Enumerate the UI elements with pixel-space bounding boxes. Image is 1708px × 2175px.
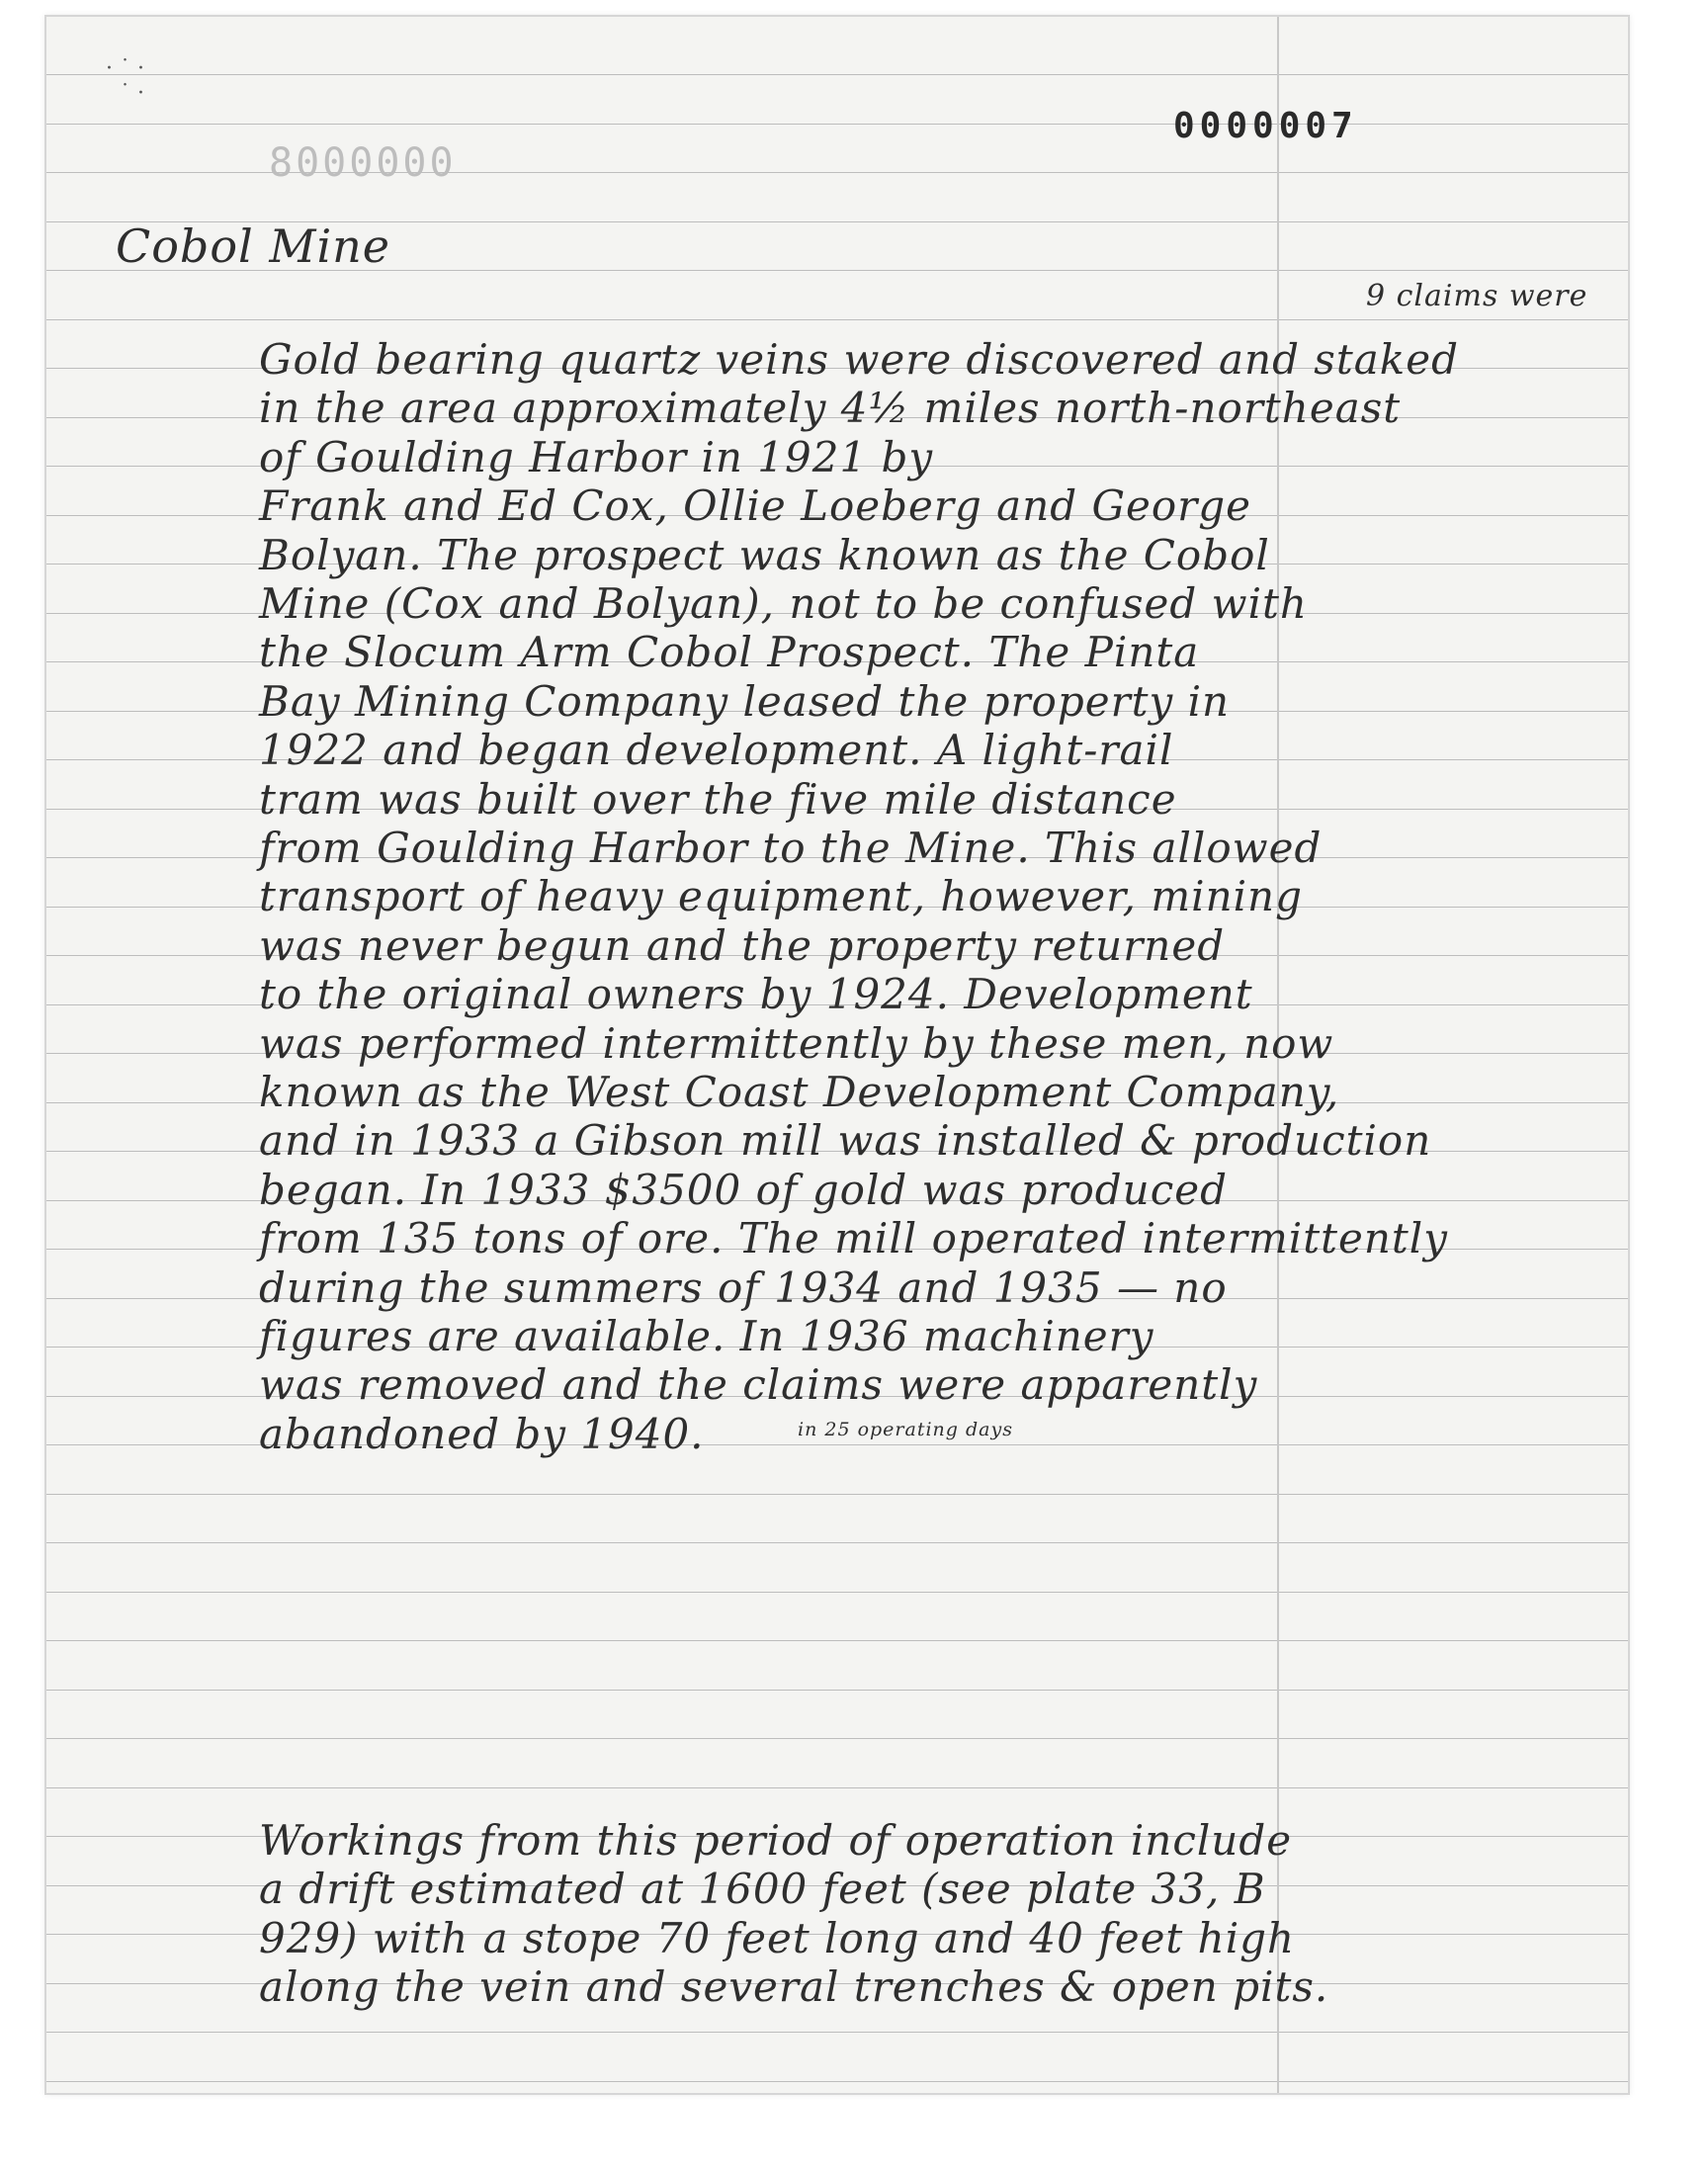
inserted-text: 9 claims were	[1366, 279, 1588, 313]
ruled-line	[46, 1592, 1628, 1593]
ruled-line	[46, 124, 1628, 125]
ruled-line	[46, 2032, 1628, 2033]
handwritten-line: of Goulding Harbor in 1921 by	[259, 432, 934, 481]
handwritten-line: 1922 and began development. A light-rail	[259, 726, 1174, 775]
ruled-line	[46, 1494, 1628, 1495]
handwritten-line: Bolyan. The prospect was known as the Cobol	[259, 530, 1270, 579]
handwritten-line: Workings from this period of operation include	[259, 1816, 1293, 1865]
page-title: Cobol Mine	[116, 219, 391, 273]
handwritten-line: was performed intermittently by these men, now	[259, 1018, 1334, 1068]
handwritten-line: transport of heavy equipment, however, mining	[259, 872, 1303, 921]
handwritten-line: Bay Mining Company leased the property in	[259, 676, 1231, 726]
paper-specks: · ˙ · ˙ ·	[106, 56, 144, 106]
handwritten-line: from Goulding Harbor to the Mine. This allowed	[259, 824, 1323, 872]
handwritten-line: Frank and Ed Cox, Ollie Loeberg and George	[259, 481, 1252, 531]
ruled-line	[46, 1542, 1628, 1543]
handwritten-line: Mine (Cox and Bolyan), not to be confused with	[259, 579, 1308, 628]
handwritten-line: from 135 tons of ore. The mill operated intermittently	[259, 1214, 1448, 1263]
handwritten-line: began. In 1933 $3500 of gold was produced	[259, 1165, 1228, 1214]
handwritten-line: during the summers of 1934 and 1935 — no	[259, 1262, 1228, 1312]
ruled-line	[46, 319, 1628, 320]
ruled-line	[46, 1640, 1628, 1641]
handwritten-line: and in 1933 a Gibson mill was installed & production	[259, 1116, 1432, 1166]
handwritten-line: was never begun and the property returned	[259, 920, 1226, 970]
handwritten-line: known as the West Coast Development Company,	[259, 1068, 1340, 1116]
handwritten-line: figures are available. In 1936 machinery	[259, 1312, 1154, 1360]
handwritten-line: a drift estimated at 1600 feet (see plate 33, B	[259, 1865, 1266, 1914]
handwritten-line: to the original owners by 1924. Development	[259, 970, 1253, 1019]
ruled-line	[46, 74, 1628, 75]
notebook-page	[44, 15, 1630, 2095]
handwritten-line: was removed and the claims were apparently	[259, 1360, 1258, 1410]
handwritten-line: along the vein and several trenches & open pits.	[259, 1962, 1329, 2012]
handwritten-line: the Slocum Arm Cobol Prospect. The Pinta	[259, 628, 1200, 677]
ruled-line	[46, 1787, 1628, 1788]
handwritten-line: abandoned by 1940.	[259, 1409, 705, 1458]
ghost-stamp-number: 8000000	[269, 140, 457, 186]
ruled-line	[46, 2081, 1628, 2082]
ruled-line	[46, 1690, 1628, 1691]
document-number: 0000007	[1173, 106, 1358, 146]
handwritten-line: Gold bearing quartz veins were discovered and staked	[259, 335, 1459, 384]
handwritten-line: 929) with a stope 70 feet long and 40 feet high	[259, 1913, 1296, 1962]
ruled-line	[46, 1738, 1628, 1739]
handwritten-line: in the area approximately 4½ miles north-northeast	[259, 384, 1402, 433]
handwritten-line: tram was built over the five mile distance	[259, 774, 1177, 824]
margin-note: in 25 operating days	[798, 1419, 1013, 1440]
